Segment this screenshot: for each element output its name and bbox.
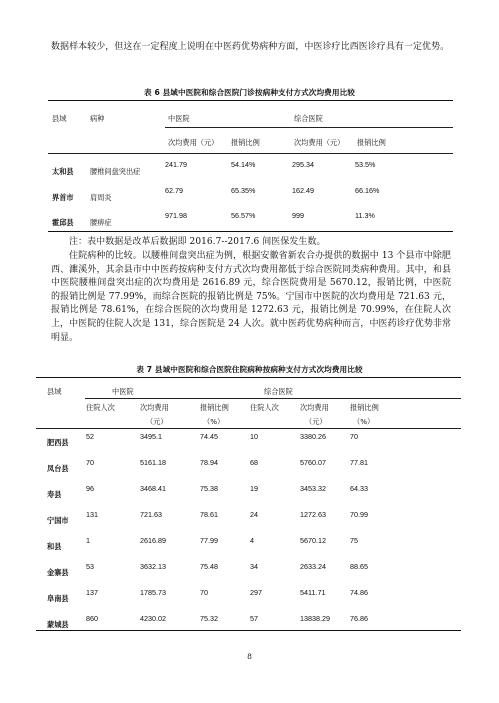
table7-row4-gen-n: 24 bbox=[250, 510, 258, 519]
table7-row7-county: 阜南县 bbox=[47, 594, 69, 603]
table7-row3-gen-cost: 3453.32 bbox=[300, 484, 326, 493]
table6-bottom-rule bbox=[48, 231, 453, 232]
table6-row2-tcm-ratio: 65.35% bbox=[231, 186, 256, 195]
table7-header-county: 县域 bbox=[47, 387, 62, 396]
table7-row7-gen-cost: 5411.71 bbox=[300, 588, 326, 597]
table7-header-reimb2: 报销比例 bbox=[350, 403, 379, 412]
table7-row5-tcm-n: 1 bbox=[86, 536, 90, 545]
table6-row1-gen-ratio: 53.5% bbox=[355, 160, 376, 169]
table7-row6-tcm-ratio: 75.48 bbox=[200, 562, 218, 571]
table7-row8-tcm-ratio: 75.32 bbox=[200, 614, 218, 623]
table7-row6-gen-n: 34 bbox=[250, 562, 258, 571]
table7-row5-gen-cost: 5670.12 bbox=[300, 536, 326, 545]
table7-row8-county: 蒙城县 bbox=[47, 620, 69, 629]
table7-row3-gen-n: 19 bbox=[250, 484, 258, 493]
table6-caption: 表 6 县域中医院和综合医院门诊按病种支付方式次均费用比较 bbox=[144, 88, 355, 97]
page-number: 8 bbox=[247, 652, 252, 661]
table7-header-inpatients2: 住院人次 bbox=[250, 403, 279, 412]
table6-header-avgcost: 次均费用（元） bbox=[168, 138, 219, 147]
table6-row1-gen-cost: 295.34 bbox=[292, 160, 314, 169]
table7-row8-tcm-cost: 4230.02 bbox=[140, 614, 166, 623]
table7-row3-tcm-cost: 3468.41 bbox=[140, 484, 166, 493]
table7-row5-gen-ratio: 75 bbox=[350, 536, 358, 545]
table7-row4-gen-ratio: 70.99 bbox=[350, 510, 368, 519]
table7-row4-tcm-n: 131 bbox=[86, 510, 98, 519]
table7-row5-county: 和县 bbox=[47, 542, 62, 551]
table7-header-avgcost2: 次均费用 bbox=[300, 403, 329, 412]
table7-row6-gen-ratio: 88.65 bbox=[350, 562, 368, 571]
table7-row1-tcm-n: 52 bbox=[86, 432, 94, 441]
table7-row2-tcm-cost: 5161.18 bbox=[140, 458, 166, 467]
table6-top-rule bbox=[48, 100, 453, 101]
table6-header-avgcost2: 次均费用（元） bbox=[294, 138, 345, 147]
table7-top-rule bbox=[36, 377, 461, 378]
table7-row2-gen-ratio: 77.81 bbox=[350, 458, 368, 467]
table6-row2-gen-cost: 162.49 bbox=[292, 186, 314, 195]
table6-header-reimb: 报销比例 bbox=[231, 138, 260, 147]
table7-row4-tcm-cost: 721.63 bbox=[140, 510, 162, 519]
table6-row3-tcm-ratio: 56.57% bbox=[231, 211, 256, 220]
table6-row3-gen-ratio: 11.3% bbox=[355, 211, 375, 220]
table6-row2-tcm-cost: 62.79 bbox=[165, 186, 183, 195]
table7-header-general: 综合医院 bbox=[264, 387, 293, 396]
table7-row2-county: 凤台县 bbox=[47, 464, 69, 473]
table7-row7-tcm-n: 137 bbox=[86, 588, 98, 597]
intro-paragraph: 数据样本较少，但这在一定程度上说明在中医药优势病种方面，中医诊疗比西医诊疗具有一定优势。 bbox=[51, 42, 450, 52]
table7-row1-gen-ratio: 70 bbox=[350, 432, 358, 441]
table7-row8-gen-cost: 13838.29 bbox=[300, 614, 330, 623]
table6-row3-disease: 腰痹症 bbox=[90, 218, 112, 227]
table7-header-reimbunit2: （%） bbox=[353, 417, 375, 426]
table7-row4-gen-cost: 1272.63 bbox=[300, 510, 326, 519]
table7-row6-gen-cost: 2633.24 bbox=[300, 562, 326, 571]
table7-row2-tcm-n: 70 bbox=[86, 458, 94, 467]
table7-group-rule bbox=[85, 398, 461, 399]
table7-row5-tcm-ratio: 77.99 bbox=[200, 536, 218, 545]
table7-header-inpatients: 住院人次 bbox=[86, 403, 115, 412]
table7-header-rule bbox=[36, 428, 461, 429]
table7-row3-tcm-ratio: 75.38 bbox=[200, 484, 218, 493]
table7-row2-gen-n: 68 bbox=[250, 458, 258, 467]
table7-header-avgunit: （元） bbox=[146, 417, 168, 426]
table7-caption: 表 7 县域中医院和综合医院住院病种按病种支付方式次均费用比较 bbox=[136, 365, 363, 374]
table6-row1-tcm-ratio: 54.14% bbox=[231, 160, 256, 169]
table6-group-rule bbox=[165, 127, 453, 128]
table7-row7-gen-n: 297 bbox=[250, 588, 262, 597]
table7-row1-tcm-cost: 3495.1 bbox=[140, 432, 162, 441]
table6-row1-disease: 腰椎间盘突出症 bbox=[90, 167, 141, 176]
table7-header-reimb: 报销比例 bbox=[200, 403, 229, 412]
table7-row1-tcm-ratio: 74.45 bbox=[200, 432, 218, 441]
table7-row3-county: 寿县 bbox=[47, 490, 62, 499]
table7-row6-county: 金寨县 bbox=[47, 568, 69, 577]
table7-row1-county: 肥西县 bbox=[47, 438, 69, 447]
table6-header-general: 综合医院 bbox=[294, 114, 323, 123]
table7-row7-gen-ratio: 74.86 bbox=[350, 588, 368, 597]
table6-row2-gen-ratio: 66.16% bbox=[355, 186, 380, 195]
table7-row6-tcm-cost: 3632.13 bbox=[140, 562, 166, 571]
table7-row7-tcm-cost: 1785.73 bbox=[140, 588, 166, 597]
table6-row1-tcm-cost: 241.79 bbox=[165, 160, 187, 169]
table7-row1-gen-n: 10 bbox=[250, 432, 258, 441]
table6-header-reimb2: 报销比例 bbox=[357, 138, 386, 147]
table7-row8-gen-ratio: 76.86 bbox=[350, 614, 368, 623]
table7-row4-tcm-ratio: 78.61 bbox=[200, 510, 218, 519]
table7-row2-tcm-ratio: 78.94 bbox=[200, 458, 218, 467]
table6-row2-disease: 肩周炎 bbox=[90, 193, 112, 202]
table7-row1-gen-cost: 3380.26 bbox=[300, 432, 326, 441]
table6-row1-county: 太和县 bbox=[52, 167, 74, 176]
table6-row3-tcm-cost: 971.98 bbox=[165, 211, 187, 220]
table7-row5-gen-n: 4 bbox=[250, 536, 254, 545]
table6-header-tcm: 中医院 bbox=[168, 114, 190, 123]
table7-row3-tcm-n: 96 bbox=[86, 484, 94, 493]
table6-header-disease: 病种 bbox=[90, 114, 105, 123]
table7-row2-gen-cost: 5760.07 bbox=[300, 458, 326, 467]
main-paragraph: 住院病种的比较。以腰椎间盘突出症为例，根据安徽省新农合办提供的数据中 13 个县市中除肥西、濉溪外，其余县市中中医药按病种支付方式次均费用都低于综合医院同类病种费用。其中，和县中医院腰椎间盘突出症的次均费用是 2616.89 元，综合医院费用是 5670.12，报销比例，中医院的报销比例是 77.99%，而综合医院的报销比例是 75%。宁国市中医院的次均费用是 721.63 元，报销比例是 78.61%，在综合医院的次均费用是 1272.63 元，报销比例是 70.99%，在住院人次上，中医院的住院人次是 131，综合医院是 24 人次。就中医药优势病种而言，中医药诊疗优势非常明显。 bbox=[51, 251, 451, 343]
table7-row4-county: 宁国市 bbox=[47, 516, 69, 525]
table6-row3-gen-cost: 999 bbox=[292, 211, 304, 220]
table7-row8-tcm-n: 860 bbox=[86, 614, 98, 623]
table-note: 注：表中数据是改革后数据即 2016.7--2017.6 间医保发生数。 bbox=[69, 237, 326, 247]
table6-header-rule bbox=[48, 153, 453, 154]
table6-row3-county: 霍邱县 bbox=[52, 218, 74, 227]
table7-row6-tcm-n: 53 bbox=[86, 562, 94, 571]
table7-row8-gen-n: 57 bbox=[250, 614, 258, 623]
table7-row3-gen-ratio: 64.33 bbox=[350, 484, 368, 493]
table6-row2-county: 界首市 bbox=[52, 193, 74, 202]
table7-row5-tcm-cost: 2616.89 bbox=[140, 536, 166, 545]
table7-header-avgcost: 次均费用 bbox=[140, 403, 169, 412]
table7-header-avgunit2: （元） bbox=[305, 417, 327, 426]
table7-bottom-rule bbox=[36, 630, 461, 631]
table7-header-tcm: 中医院 bbox=[112, 387, 134, 396]
table7-header-reimbunit: （%） bbox=[203, 417, 225, 426]
table7-row7-tcm-ratio: 70 bbox=[200, 588, 208, 597]
table6-header-county: 县域 bbox=[52, 114, 67, 123]
